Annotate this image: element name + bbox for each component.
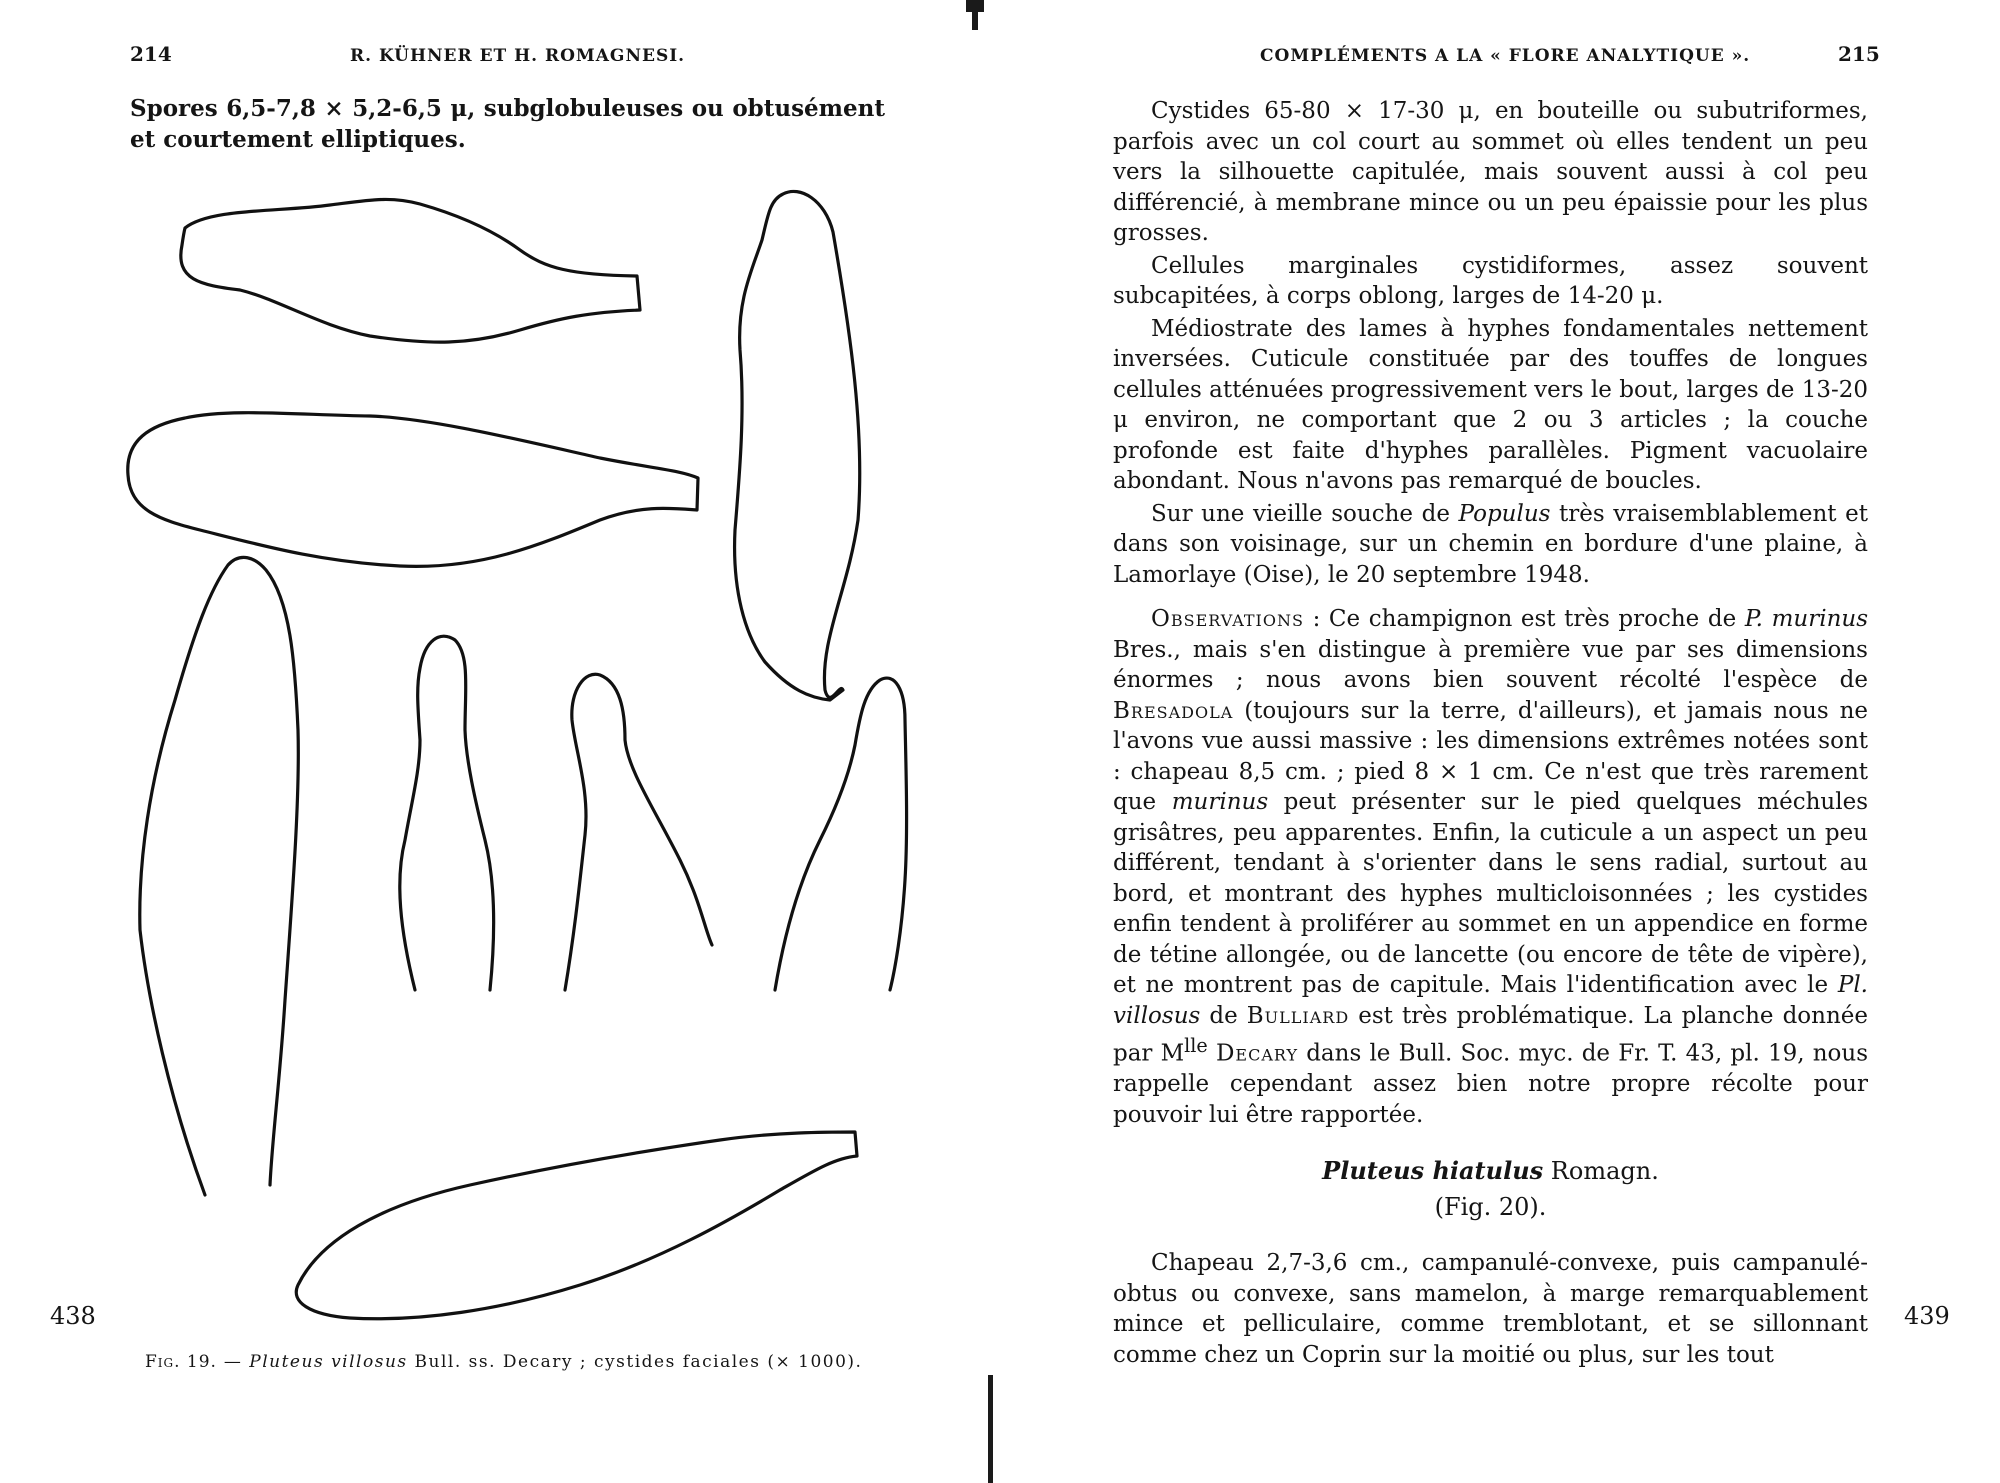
habitat-genus: Populus <box>1458 500 1551 527</box>
left-running-head: R. KÜHNER ET H. ROMAGNESI. <box>350 46 686 66</box>
cystidium-7 <box>775 678 907 990</box>
right-running-head: COMPLÉMENTS A LA « FLORE ANALYTIQUE ». <box>1260 46 1751 66</box>
obs-t8: dans le Bull. Soc. myc. de Fr. T. 43, pl. 19, nous rappelle cependant assez bien notre propre récolte pour pouvoir lui être rapportée. <box>1113 1040 1869 1128</box>
figure-caption <box>145 1352 862 1372</box>
gutter-mark-top-stem <box>972 12 978 30</box>
paragraph-mediostrate: Médiostrate des lames à hyphes fondamentales nettement inversées. Cuticule constituée par des touffes de longues cellules atténuées progressivement vers le bout, larges de 13-20 μ environ, ne comportant que 2 ou 3 articles ; la couche profonde est faite d'hyphes parallèles. Pigment vacuolaire abondant. Nous n'avons pas remarqué de boucles. <box>1113 315 1868 494</box>
species-heading <box>1113 1156 1868 1221</box>
species-author: Romagn. <box>1543 1157 1659 1185</box>
cystidium-5 <box>400 636 494 990</box>
obs-i3: Pl. villosus <box>1113 972 1868 1029</box>
species-fig-ref: (Fig. 20). <box>1434 1193 1547 1221</box>
obs-t5: de <box>1200 1002 1247 1029</box>
obs-i1: P. murinus <box>1744 606 1869 632</box>
left-page-number: 214 <box>130 42 172 66</box>
paragraph-cystides: Cystides 65-80 × 17-30 μ, en bouteille ou subutriformes, parfois avec un col court au sommet où elles tendent un peu vers la silhouette capitulée, mais souvent aussi à col peu différencié, à membrane mince ou un peu épaissie pour les plus grosses. <box>1113 98 1868 246</box>
obs-t3: (toujours sur la terre, d'ailleurs), et jamais nous ne l'avons vue aussi massive : les dimensions extrêmes notées sont : chapeau 8,5 cm. ; pied 8 × 1 cm. Ce n'est que très rarement que <box>1113 697 1868 815</box>
cystidium-3 <box>735 191 860 700</box>
right-page-body <box>1113 96 1868 1132</box>
obs-t2: Bres., mais s'en distingue à première vue par ses dimensions énormes ; nous avons bien souvent récolté l'espèce de <box>1113 636 1868 693</box>
obs-sup: lle <box>1184 1034 1208 1057</box>
figure-taxon: Pluteus villosus <box>249 1352 408 1372</box>
obs-i2: murinus <box>1171 789 1269 815</box>
cystidium-8 <box>296 1132 857 1319</box>
right-outer-number: 439 <box>1904 1302 1950 1330</box>
obs-t6: est très problématique. La planche donnée par M <box>1113 1002 1868 1067</box>
obs-sc1: Bresadola <box>1113 697 1234 724</box>
spores-paragraph: Spores 6,5-7,8 × 5,2-6,5 μ, subglobuleuses ou obtusément et courtement elliptiques. <box>130 95 885 153</box>
figure-caption-rest: Bull. ss. Decary ; cystides faciales (× 1000). <box>407 1352 863 1372</box>
habitat-text-c: très vraisemblablement et dans son voisinage, sur un chemin en bordure d'une plaine, à Lamorlaye (Oise), le 20 septembre 1948. <box>1113 500 1868 588</box>
gutter-mark-top <box>966 0 984 12</box>
cystidium-4 <box>140 557 299 1195</box>
figure-dash: — <box>216 1352 250 1372</box>
obs-sc3: Decary <box>1215 1040 1299 1067</box>
obs-sc2: Bulliard <box>1246 1002 1350 1029</box>
right-page-number: 215 <box>1838 42 1880 66</box>
obs-label: Observations <box>1151 606 1304 632</box>
left-outer-number: 438 <box>50 1302 96 1330</box>
chapeau-text: Chapeau 2,7-3,6 cm., campanulé-convexe, puis campanulé-obtus ou convexe, sans mamelon, à marge remarquablement mince et pelliculaire, comme tremblotant, et se sillonnant comme chez un Coprin sur la moitié ou plus, sur les tout <box>1113 1250 1868 1368</box>
cystidium-6 <box>565 674 712 990</box>
species-name: Pluteus hiatulus <box>1322 1156 1544 1185</box>
paragraph-observations <box>1113 604 1868 1130</box>
paragraph-chapeau <box>1113 1248 1868 1372</box>
cystidium-2 <box>128 413 698 567</box>
obs-t4: peut présenter sur le pied quelques méchules grisâtres, peu apparentes. Enfin, la cuticule a un aspect un peu différent, tendant à s'orienter dans le sens radial, surtout au bord, et montrant des hyphes multicloisonnées ; les cystides enfin tendent à proliférer au sommet en un appendice en forme de tétine allongée, ou de lancette (ou encore de tête de vipère), et ne montrent pas de capitule. Mais l'identification avec le <box>1113 789 1868 998</box>
paragraph-habitat <box>1113 499 1868 591</box>
obs-t1: : Ce champignon est très proche de <box>1303 606 1745 632</box>
gutter-line-bottom <box>988 1375 993 1483</box>
cystidium-1 <box>181 199 640 342</box>
obs-t7 <box>1208 1041 1216 1067</box>
paragraph-cellules: Cellules marginales cystidiformes, assez souvent subcapitées, à corps oblong, larges de 14-20 μ. <box>1113 252 1868 309</box>
habitat-text-a: Sur une vieille souche de <box>1151 500 1459 527</box>
figure-label: Fig. 19. <box>145 1352 217 1372</box>
